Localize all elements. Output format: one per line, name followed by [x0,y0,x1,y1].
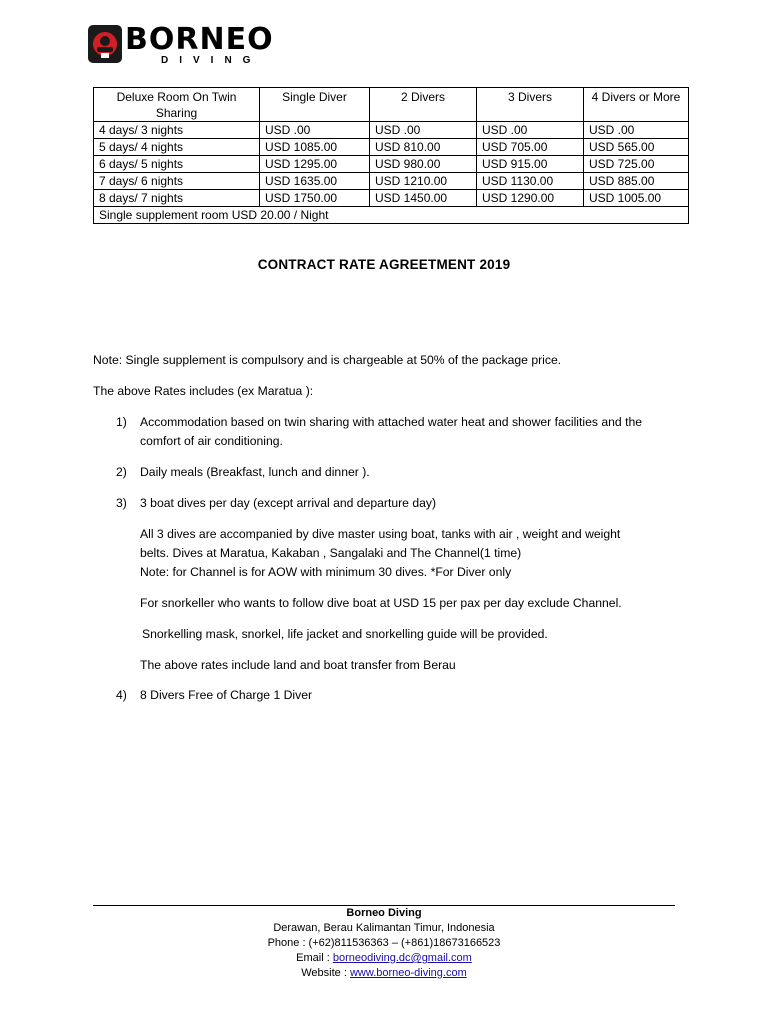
table-header-row [94,88,689,122]
table-cell: USD .00 [370,122,477,139]
table-cell: USD 725.00 [584,156,689,173]
table-cell: 5 days/ 4 nights [94,139,260,156]
table-cell: USD 705.00 [477,139,584,156]
table-cell: USD 1005.00 [584,190,689,207]
table-cell: USD .00 [584,122,689,139]
table-cell: USD 885.00 [584,173,689,190]
table-row-supplement [94,207,689,224]
item-text: 8 Divers Free of Charge 1 Diver [140,688,313,702]
table-cell: 4 days/ 3 nights [94,122,260,139]
header-single: Single Diver [260,88,370,122]
table-cell: USD 1750.00 [260,190,370,207]
header-4-divers: 4 Divers or More [584,88,689,122]
table-cell: USD .00 [260,122,370,139]
item-text: Accommodation based on twin sharing with attached water heat and shower facilities and the comfort of air conditioning. [140,415,643,448]
website-label: Website : [301,967,350,979]
table-row [94,139,689,156]
snorkel-equipment-text: Snorkelling mask, snorkel, life jacket and snorkelling guide will be provided. [142,627,548,641]
table-cell: USD 1210.00 [370,173,477,190]
table-cell: USD .00 [477,122,584,139]
table-row [94,122,689,139]
email-label: Email : [296,952,333,964]
header-3-divers: 3 Divers [477,88,584,122]
table-cell: USD 1295.00 [260,156,370,173]
footer-email-line [0,951,768,966]
header-room: Deluxe Room On Twin Sharing [94,88,260,122]
table-row [94,173,689,190]
table-cell: 7 days/ 6 nights [94,173,260,190]
dive-details-line: belts. Dives at Maratua, Kakaban , Sangalaki and The Channel(1 time) [140,546,522,560]
table-cell: USD 1085.00 [260,139,370,156]
footer-website-line [0,966,768,981]
item-number: 2) [116,465,127,479]
item-text: Daily meals (Breakfast, lunch and dinner ). [140,465,370,479]
table-cell: USD 565.00 [584,139,689,156]
includes-heading: The above Rates includes (ex Maratua ): [93,384,314,398]
item-number: 4) [116,688,127,702]
table-cell: USD 1130.00 [477,173,584,190]
table-cell: USD 1635.00 [260,173,370,190]
dive-details-line: Note: for Channel is for AOW with minimum 30 dives. *For Diver only [140,565,512,579]
footer-company: Borneo Diving [346,907,422,919]
item-text: 3 boat dives per day (except arrival and departure day) [140,496,437,510]
table-cell: USD 980.00 [370,156,477,173]
logo-brand-text: BORNEO [125,22,274,57]
table-cell: USD 1450.00 [370,190,477,207]
diver-badge-icon [88,25,122,63]
table-cell: USD 915.00 [477,156,584,173]
header-2-divers: 2 Divers [370,88,477,122]
table-row [94,156,689,173]
logo-sub-text: DIVING [161,55,262,66]
table-cell: USD 1290.00 [477,190,584,207]
footer-address: Derawan, Berau Kalimantan Timur, Indonesia [273,922,495,934]
rate-table [93,87,689,224]
table-cell: 8 days/ 7 nights [94,190,260,207]
dive-details-line: All 3 dives are accompanied by dive master using boat, tanks with air , weight and weight [140,527,621,541]
item-number: 3) [116,496,127,510]
note-text: Note: Single supplement is compulsory and is chargeable at 50% of the package price. [93,353,562,367]
transfer-text: The above rates include land and boat transfer from Berau [140,658,456,672]
table-cell: 6 days/ 5 nights [94,156,260,173]
table-cell: USD 810.00 [370,139,477,156]
supplement-cell: Single supplement room USD 20.00 / Night [94,207,689,224]
footer-phone: Phone : (+62)811536363 – (+861)18673166523 [267,937,501,949]
company-logo [88,22,274,67]
table-row [94,190,689,207]
snorkel-text: For snorkeller who wants to follow dive boat at USD 15 per pax per day exclude Channel. [140,596,622,610]
website-link[interactable]: www.borneo-diving.com [349,967,467,979]
page-title: CONTRACT RATE AGREETMENT 2019 [257,257,511,272]
email-link[interactable]: borneodiving.dc@gmail.com [332,952,472,964]
item-number: 1) [116,415,127,429]
